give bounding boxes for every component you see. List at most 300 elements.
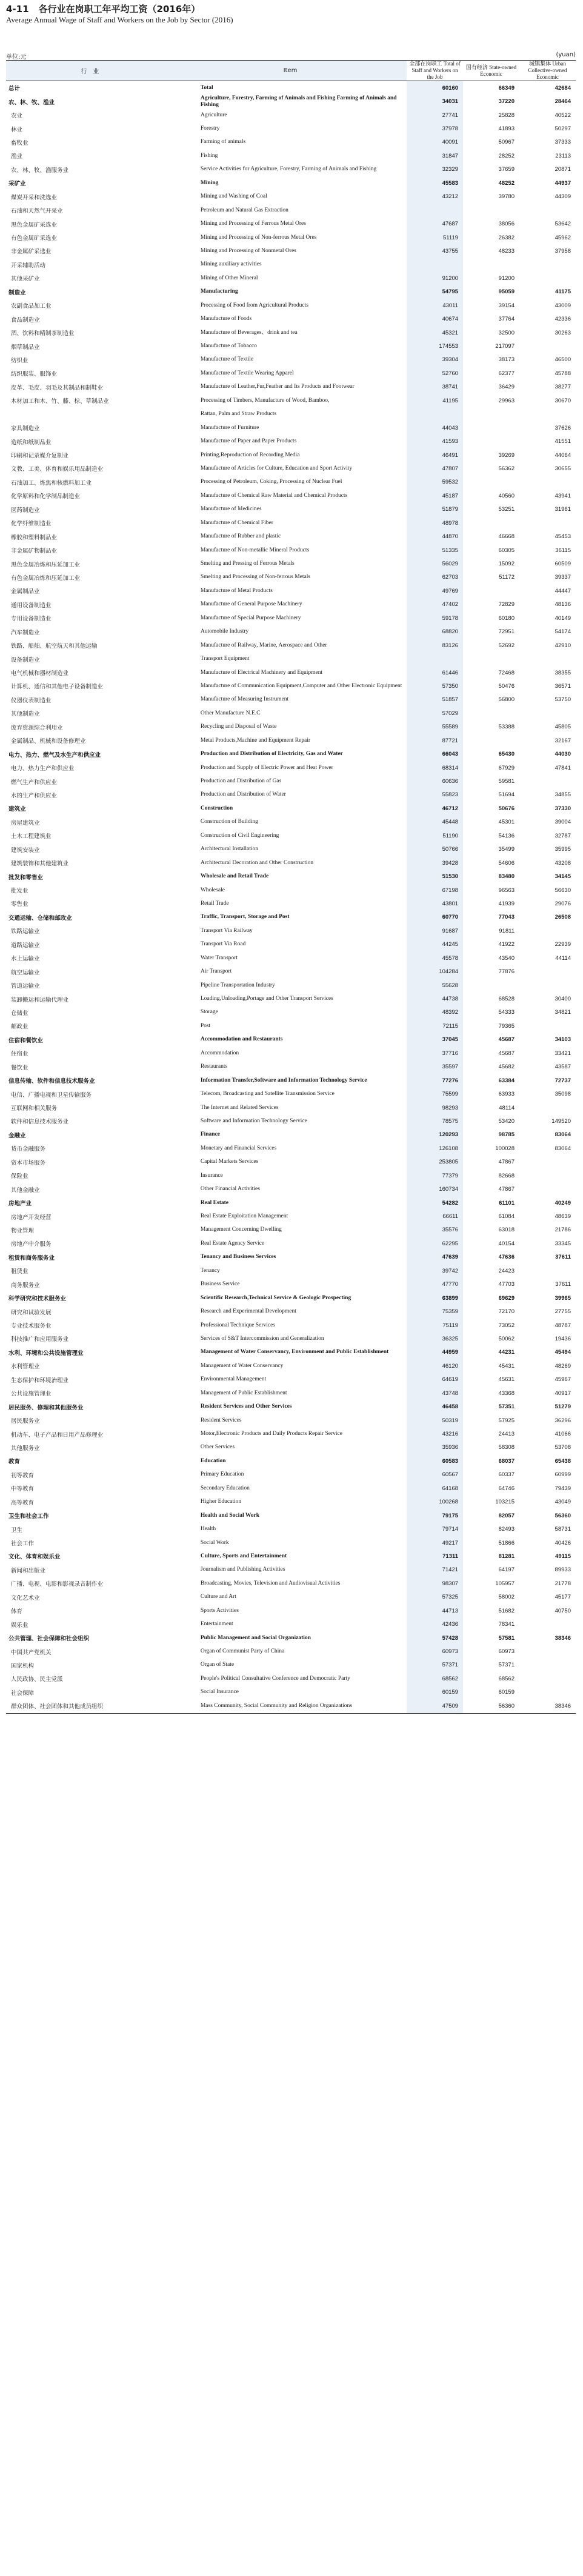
value-collective: 34855 [555, 791, 571, 799]
row-name-en: Forestry [200, 125, 220, 132]
row-name-en: Management of Public Establishment [200, 1390, 287, 1396]
value-total: 51857 [407, 693, 463, 707]
value-state-owned: 82057 [498, 1512, 515, 1519]
row-name-en: Manufacture of Rubber and plastic [200, 533, 281, 540]
row-name-en: Social Insurance [200, 1689, 239, 1696]
column-header-sector-cn: 行 业 [6, 61, 174, 81]
table-row-section [6, 870, 576, 883]
value-collective: 27755 [555, 1308, 571, 1316]
table-row [6, 326, 576, 339]
value-state-owned: 61084 [498, 1213, 515, 1220]
row-name-cn: 机动车、电子产品和日用产品修理业 [11, 1431, 104, 1439]
row-name-cn: 金属制品、机械和设备修理业 [11, 738, 86, 745]
value-total: 126108 [407, 1142, 463, 1155]
table-row [6, 679, 576, 693]
table-row [6, 1686, 576, 1699]
value-total: 49217 [407, 1536, 463, 1549]
value-state-owned: 40154 [498, 1240, 515, 1247]
row-name-cn: 烟草制品业 [11, 344, 40, 351]
value-collective: 40750 [555, 1607, 571, 1614]
value-state-owned: 77043 [498, 914, 515, 921]
value-state-owned: 60973 [498, 1648, 515, 1656]
row-name-cn: 水的生产和供应业 [11, 792, 58, 799]
row-name-cn: 仪器仪表制造业 [11, 697, 52, 704]
value-collective: 53708 [555, 1444, 571, 1451]
value-total: 75119 [407, 1319, 463, 1332]
row-name-en: Automobile Industry [200, 628, 249, 635]
value-total: 43755 [407, 244, 463, 258]
value-total: 42436 [407, 1617, 463, 1631]
row-name-cn: 印刷和记录媒介复制业 [11, 453, 69, 460]
value-collective: 41066 [555, 1431, 571, 1438]
row-name-cn: 生态保护和环境治理业 [11, 1377, 69, 1384]
table-row [6, 489, 576, 502]
value-total: 46458 [407, 1400, 463, 1413]
table-row [6, 884, 576, 897]
value-collective: 45962 [555, 234, 571, 241]
row-name-cn: 群众团体、社会团体和其他成员组织 [6, 1699, 174, 1713]
table-row [6, 367, 576, 380]
row-name-cn: 化学原料和化学制品制造业 [11, 493, 81, 501]
value-collective [519, 408, 576, 421]
value-collective: 29076 [555, 900, 571, 907]
row-name-en: Finance [200, 1131, 221, 1138]
value-state-owned: 51682 [498, 1607, 515, 1614]
value-state-owned: 47867 [498, 1159, 515, 1166]
value-state-owned: 66349 [498, 84, 515, 92]
value-collective [519, 1169, 576, 1182]
value-state-owned: 61101 [499, 1199, 515, 1206]
value-total: 51190 [407, 829, 463, 842]
row-name-cn: 造纸和纸制品业 [11, 439, 52, 446]
value-collective [519, 1659, 576, 1672]
value-total: 45583 [407, 176, 463, 190]
value-total: 60583 [407, 1454, 463, 1468]
row-name-en: Secondary Education [200, 1485, 250, 1491]
table-row [6, 1482, 576, 1495]
row-name-en: Manufacture of Railway, Marine, Aerospace and Other [200, 642, 327, 648]
row-name-en: People's Political Consultative Conference and Democratic Party [200, 1675, 350, 1682]
value-total: 35597 [407, 1060, 463, 1074]
row-name-en: Service Activities for Agriculture, Forestry, Farming of Animals and Fishing [200, 166, 377, 173]
row-name-cn: 水利、环境和公共设施管理业 [8, 1350, 84, 1357]
value-total: 51119 [407, 231, 463, 244]
value-collective [519, 339, 576, 353]
row-name-en: Smelting and Processing of Non-ferrous Metals [200, 574, 311, 581]
table-title-cn [6, 4, 576, 15]
value-state-owned: 50062 [498, 1335, 515, 1342]
value-state-owned [463, 408, 519, 421]
value-state-owned: 56360 [463, 1699, 519, 1713]
row-name-cn: 公共设施管理业 [11, 1391, 52, 1398]
value-collective [519, 924, 576, 937]
value-total: 45578 [407, 951, 463, 965]
value-collective [519, 774, 576, 788]
value-total: 77379 [407, 1169, 463, 1182]
value-collective: 34821 [555, 1009, 571, 1016]
table-row [6, 1441, 576, 1454]
value-state-owned: 54136 [498, 832, 515, 839]
value-state-owned: 39780 [498, 193, 515, 201]
value-collective: 38346 [555, 1634, 571, 1642]
value-state-owned: 64197 [498, 1566, 515, 1574]
value-total: 45448 [407, 816, 463, 829]
value-state-owned: 45687 [498, 1036, 515, 1043]
value-collective: 45805 [555, 724, 571, 731]
value-total: 83126 [407, 639, 463, 652]
value-state-owned: 57925 [498, 1417, 515, 1424]
row-name-en: Mining and Processing of Nonmetal Ores [200, 247, 296, 254]
row-name-en: Manufacture of Medicines [200, 506, 262, 513]
value-total: 104284 [407, 965, 463, 978]
row-name-en: Research and Experimental Development [200, 1308, 296, 1315]
row-name-en: Entertainment [200, 1621, 233, 1628]
row-name-cn: 居民服务、修理和其他服务业 [8, 1404, 84, 1411]
value-total: 50319 [407, 1414, 463, 1427]
value-state-owned: 57581 [498, 1634, 515, 1642]
value-collective: 35995 [555, 846, 571, 853]
row-name-cn: 纺织业 [11, 357, 28, 364]
value-state-owned: 45301 [498, 819, 515, 826]
value-total: 47639 [407, 1251, 463, 1264]
row-name-en: Architectural Installation [200, 846, 259, 853]
row-name-en: Transport Equipment [200, 656, 250, 662]
table-row [6, 204, 576, 217]
value-state-owned: 45687 [498, 1050, 515, 1057]
value-total: 77276 [407, 1074, 463, 1087]
value-state-owned: 15092 [498, 561, 515, 568]
row-name-cn: 总计 [8, 85, 21, 93]
value-total: 174553 [407, 339, 463, 353]
row-name-cn: 采矿业 [8, 181, 26, 188]
table-row [6, 1659, 576, 1672]
value-total: 51335 [407, 544, 463, 557]
value-state-owned: 82493 [498, 1526, 515, 1533]
value-collective: 56360 [555, 1512, 571, 1519]
value-collective: 45177 [555, 1594, 571, 1601]
row-name-cn: 计算机、通信和其他电子设备制造业 [11, 684, 104, 691]
value-collective: 45453 [555, 533, 571, 541]
row-name-en: Culture and Art [200, 1594, 236, 1600]
table-row [6, 434, 576, 448]
row-name-en: Health and Social Work [200, 1512, 260, 1519]
table-row [6, 1414, 576, 1427]
table-row [6, 1373, 576, 1386]
wage-table [6, 60, 576, 1714]
row-name-cn: 社会保障 [11, 1689, 35, 1697]
value-state-owned: 47867 [498, 1186, 515, 1193]
value-collective: 40249 [555, 1199, 571, 1206]
table-row [6, 530, 576, 543]
value-state-owned: 91200 [498, 275, 515, 282]
row-name-en: Organ of State [200, 1662, 235, 1668]
value-collective: 45788 [555, 370, 571, 377]
value-collective: 37333 [555, 139, 571, 146]
row-name-en: Public Management and Social Organization [200, 1634, 311, 1641]
row-name-en: Manufacture of Communication Equipment,Computer and Other Electronic Equipment [200, 682, 402, 689]
value-total: 91687 [407, 924, 463, 937]
row-name-cn: 农副食品加工业 [11, 303, 52, 310]
row-name-cn: 餐饮业 [11, 1064, 28, 1071]
row-name-en: Farming of animals [200, 139, 246, 145]
row-name-cn: 软件和信息技术服务业 [11, 1119, 69, 1126]
row-name-en: Production and Distribution of Water [200, 791, 286, 798]
row-name-cn: 化学纤维制造业 [11, 521, 52, 528]
value-total: 52760 [407, 367, 463, 380]
row-name-en: Petroleum and Natural Gas Extraction [200, 207, 288, 213]
row-name-cn: 铁路、船舶、航空航天和其他运输 [11, 643, 98, 650]
value-total: 60636 [407, 774, 463, 788]
row-name-en: Sports Activities [200, 1607, 239, 1614]
value-total: 68562 [407, 1672, 463, 1685]
value-total: 60973 [407, 1645, 463, 1658]
value-collective: 40522 [555, 111, 571, 119]
row-name-en: Air Transport [200, 968, 232, 975]
value-state-owned: 98785 [498, 1131, 515, 1139]
value-collective: 36296 [555, 1417, 571, 1424]
row-name-en: Services of S&T Intercommission and Generalization [200, 1335, 324, 1342]
value-collective [519, 1686, 576, 1699]
unit-label-en: (yuan) [556, 52, 576, 58]
row-name-en: Transport Via Railway [200, 927, 253, 934]
row-name-cn: 纺织服装、服饰业 [11, 371, 58, 378]
table-row [6, 1577, 576, 1590]
row-name-en: Other Manufacture N.E.C [200, 710, 261, 716]
value-total: 44870 [407, 530, 463, 543]
row-name-cn: 人民政协、民主党派 [11, 1676, 63, 1683]
value-total: 66611 [407, 1210, 463, 1223]
row-name-cn: 房地产中介服务 [11, 1241, 52, 1248]
table-row [6, 476, 576, 489]
value-collective: 44937 [555, 179, 571, 187]
row-name-cn: 卫生 [11, 1526, 23, 1534]
value-state-owned: 48114 [499, 1104, 515, 1111]
row-name-cn: 资本市场服务 [11, 1159, 46, 1167]
table-row [6, 353, 576, 367]
value-total: 66043 [407, 747, 463, 760]
table-row [6, 761, 576, 774]
row-name-en: Accommodation [200, 1050, 239, 1056]
value-total: 55823 [407, 788, 463, 802]
row-name-cn: 林业 [11, 126, 23, 133]
row-name-cn: 物业管理 [11, 1227, 35, 1234]
value-state-owned: 63933 [498, 1091, 515, 1098]
row-name-cn: 邮政业 [11, 1023, 28, 1031]
value-state-owned: 39154 [498, 302, 515, 309]
table-row [6, 1563, 576, 1577]
value-state-owned: 29963 [498, 397, 515, 404]
table-row-section [6, 1346, 576, 1359]
value-collective [519, 1101, 576, 1114]
table-row [6, 1223, 576, 1237]
row-name-en: Metal Products,Machine and Equipment Repair [200, 737, 311, 744]
table-row [6, 1645, 576, 1658]
value-collective: 46500 [555, 356, 571, 364]
value-collective [519, 1617, 576, 1631]
value-collective: 28464 [555, 98, 571, 105]
row-name-cn: 批发业 [11, 888, 28, 895]
value-collective: 37330 [555, 805, 571, 812]
row-name-en: Smelting and Pressing of Ferrous Metals [200, 561, 295, 567]
value-total: 57371 [407, 1659, 463, 1672]
row-name-cn: 开采辅助活动 [11, 262, 46, 269]
value-state-owned: 72951 [498, 628, 515, 636]
value-collective: 21786 [555, 1226, 571, 1234]
value-total: 67198 [407, 884, 463, 897]
value-collective: 30655 [555, 465, 571, 472]
table-row [6, 299, 576, 312]
table-row [6, 992, 576, 1005]
table-row-section [6, 1196, 576, 1210]
row-name-en: Tenancy and Business Services [200, 1254, 276, 1260]
row-name-en: Manufacture of Special Purpose Machinery [200, 614, 301, 621]
value-collective: 38346 [519, 1699, 576, 1713]
row-name-cn: 废弃资源综合利用业 [11, 724, 63, 731]
row-name-en: Recycling and Disposal of Waste [200, 724, 277, 730]
row-name-cn: 道路运输业 [11, 942, 40, 949]
row-name-cn: 有色金属冶炼和压延加工业 [11, 574, 81, 582]
row-name-en: Transport Via Road [200, 941, 246, 948]
value-total: 100268 [407, 1496, 463, 1509]
table-row [6, 1264, 576, 1277]
table-row-section [6, 1128, 576, 1142]
row-name-cn: 零售业 [11, 901, 28, 908]
value-collective: 79439 [555, 1485, 571, 1492]
value-total: 46491 [407, 448, 463, 462]
row-name-cn: 批发和零售业 [8, 874, 44, 881]
value-total: 57428 [407, 1631, 463, 1645]
row-name-en: Broadcasting, Movies, Television and Audiovisual Activities [200, 1580, 341, 1586]
value-state-owned [463, 516, 519, 530]
table-row [6, 244, 576, 258]
row-name-en: Mining and Processing of Ferrous Metal Ores [200, 221, 306, 227]
row-name-en: Construction of Civil Engineering [200, 832, 279, 839]
column-header-state-owned: 国有经济 State-owned Economic [463, 61, 519, 81]
value-total: 62295 [407, 1237, 463, 1250]
row-name-cn: 社会工作 [11, 1540, 35, 1548]
row-name-cn: 铁路运输业 [11, 928, 40, 936]
row-name-en: Real Estate Agency Service [200, 1240, 265, 1246]
table-row [6, 1496, 576, 1509]
value-total: 57325 [407, 1591, 463, 1604]
value-collective: 53642 [555, 221, 571, 228]
row-name-cn: 公共管理、社会保障和社会组织 [8, 1636, 90, 1643]
row-name-en: Production and Distribution of Electricity, Gas and Water [200, 751, 343, 757]
row-name-cn: 初等教育 [11, 1472, 35, 1479]
table-row [6, 1114, 576, 1128]
value-state-owned: 68562 [498, 1675, 515, 1682]
value-collective: 32167 [555, 737, 571, 744]
value-state-owned: 45631 [498, 1376, 515, 1383]
value-state-owned [463, 421, 519, 434]
row-name-cn: 黑色金属冶炼和压延加工业 [11, 561, 81, 568]
table-row-section [6, 911, 576, 924]
value-collective: 40917 [555, 1390, 571, 1397]
value-collective [519, 516, 576, 530]
row-name-en: Primary Education [200, 1471, 244, 1478]
value-state-owned: 68037 [498, 1457, 515, 1465]
value-total: 54282 [407, 1196, 463, 1210]
row-name-en: Business Service [200, 1281, 240, 1288]
value-collective: 26508 [555, 914, 571, 921]
value-state-owned: 91811 [499, 927, 515, 934]
value-collective: 37626 [555, 424, 571, 431]
value-total: 40674 [407, 312, 463, 325]
value-total: 68820 [407, 625, 463, 639]
table-row [6, 1617, 576, 1631]
row-name-en: Storage [200, 1009, 218, 1016]
value-collective [519, 204, 576, 217]
value-collective: 48787 [555, 1322, 571, 1329]
value-total: 48392 [407, 1006, 463, 1019]
row-name-cn: 娱乐业 [11, 1622, 28, 1629]
value-collective: 34103 [555, 1036, 571, 1043]
row-name-en: Software and Information Technology Service [200, 1117, 307, 1124]
table-row [6, 271, 576, 285]
value-state-owned: 44231 [498, 1349, 515, 1356]
row-name-en: Manufacture of Furniture [200, 424, 259, 431]
value-total: 37045 [407, 1033, 463, 1047]
value-collective: 43587 [555, 1063, 571, 1071]
value-state-owned: 103215 [495, 1499, 515, 1506]
value-total: 98307 [407, 1577, 463, 1590]
row-name-cn: 煤炭开采和洗选业 [11, 194, 58, 201]
value-total: 39304 [407, 353, 463, 367]
value-collective [519, 1156, 576, 1169]
row-name-en: Scientific Research,Technical Service & Geologic Prospecting [200, 1294, 351, 1301]
row-name-cn: 金属制品业 [11, 588, 40, 596]
column-header-collective: 城镇集体 Urban Collective-owned Economic [519, 61, 576, 81]
value-collective: 32787 [555, 832, 571, 839]
row-name-cn: 保险业 [11, 1173, 28, 1180]
value-collective: 53750 [555, 696, 571, 704]
table-row-section [6, 1509, 576, 1522]
value-collective: 20871 [555, 166, 571, 173]
value-total: 44043 [407, 421, 463, 434]
unit-label-cn: 单位:元 [6, 54, 27, 61]
row-name-cn: 燃气生产和供应业 [11, 779, 58, 786]
value-total: 50766 [407, 843, 463, 856]
row-name-en: Production and Supply of Electric Power and Heat Power [200, 764, 333, 771]
value-total: 68314 [407, 761, 463, 774]
table-row [6, 258, 576, 271]
value-collective: 43049 [555, 1499, 571, 1506]
table-row [6, 1359, 576, 1373]
value-total: 63899 [407, 1291, 463, 1305]
table-row [6, 843, 576, 856]
table-row [6, 108, 576, 122]
value-state-owned: 26382 [498, 234, 515, 241]
value-collective [519, 707, 576, 720]
value-total: 38741 [407, 381, 463, 394]
value-state-owned: 52692 [498, 642, 515, 649]
row-name-cn: 农、林、牧、渔业 [8, 99, 55, 106]
row-name-cn: 中等教育 [11, 1486, 35, 1493]
table-row [6, 1237, 576, 1250]
table-row [6, 598, 576, 611]
value-state-owned: 62377 [498, 370, 515, 377]
value-collective: 38355 [555, 669, 571, 676]
value-state-owned: 57371 [498, 1662, 515, 1669]
table-row [6, 1591, 576, 1604]
value-state-owned: 53420 [498, 1117, 515, 1125]
value-state-owned: 47636 [498, 1254, 515, 1261]
row-name-cn: 装卸搬运和运输代理业 [11, 996, 69, 1003]
value-collective: 43009 [555, 302, 571, 309]
value-total: 79714 [407, 1522, 463, 1536]
row-name-cn: 科学研究和技术服务业 [8, 1296, 67, 1303]
value-total: 31847 [407, 149, 463, 162]
